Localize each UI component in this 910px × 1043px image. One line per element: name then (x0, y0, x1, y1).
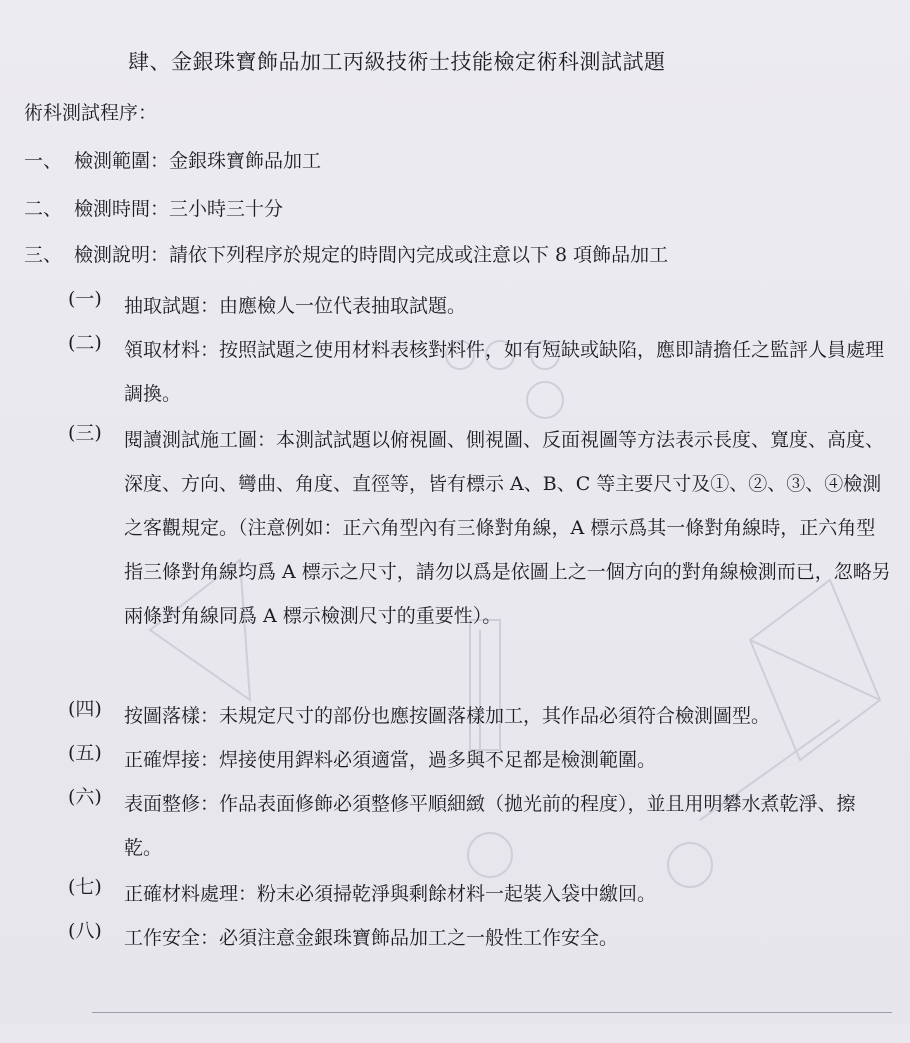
page-bottom-rule (92, 1012, 892, 1043)
section-label: 檢測說明： (74, 244, 170, 266)
item-label: 抽取試題： (124, 295, 220, 317)
item-label: 正確焊接： (124, 749, 220, 771)
section-label: 檢測時間： (74, 198, 170, 220)
item-text: 作品表面修飾必須整修平順細緻（拋光前的程度），並且用明礬水煮乾淨、擦乾。 (124, 793, 856, 859)
item-number: (五) (68, 742, 102, 764)
item-number: (二) (68, 332, 102, 354)
section-number: 一、 (24, 150, 63, 172)
section-description (24, 240, 668, 267)
item-text: 必須注意金銀珠寶飾品加工之一般性工作安全。 (219, 927, 619, 949)
item-label: 按圖落樣： (124, 705, 220, 727)
item-number: (六) (68, 786, 102, 808)
section-text: 請依下列程序於規定的時間內完成或注意以下 8 項飾品加工 (169, 244, 669, 266)
section-scope (24, 146, 321, 173)
section-time (24, 194, 283, 221)
item-number: (三) (68, 422, 102, 444)
procedure-heading: 術科測試程序： (24, 102, 158, 124)
item-label: 工作安全： (124, 927, 220, 949)
item-number: (八) (68, 920, 102, 942)
item-text: 由應檢人一位代表抽取試題。 (219, 295, 467, 317)
section-text: 金銀珠寶飾品加工 (169, 150, 322, 172)
item-text: 按照試題之使用材料表核對料件，如有短缺或缺陷，應即請擔任之監評人員處理調換。 (124, 339, 885, 405)
section-number: 二、 (24, 198, 63, 220)
page-title: 肆、金銀珠寶飾品加工丙級技術士技能檢定術科測試試題 (128, 50, 666, 74)
item-label: 表面整修： (124, 793, 220, 815)
item-text: 焊接使用銲料必須適當，過多與不足都是檢測範圍。 (219, 749, 657, 771)
item-text: 本測試試題以俯視圖、側視圖、反面視圖等方法表示長度、寬度、高度、深度、方向、彎曲、角度、直徑等，皆有標示 A、B、C 等主要尺寸及①、②、③、④檢測之客觀規定。（注意例如：正六角型內有三條對角線，A 標示爲其一條對角線時，正六角型指三條對角線均爲 A 標示之尺寸，請勿以爲是依圖上之一個方向的對角線檢測而已，忽略另兩條對角線同爲 A 標示檢測尺寸的重要性）。 (124, 429, 891, 627)
item-number: (四) (68, 698, 102, 720)
item-label: 正確材料處理： (124, 883, 258, 905)
section-number: 三、 (24, 244, 63, 266)
section-label: 檢測範圍： (74, 150, 170, 172)
item-text: 未規定尺寸的部份也應按圖落樣加工，其作品必須符合檢測圖型。 (219, 705, 771, 727)
item-number: (七) (68, 876, 102, 898)
item-number: (一) (68, 288, 102, 310)
item-text: 粉末必須掃乾淨與剩餘材料一起裝入袋中繳回。 (257, 883, 657, 905)
item-label: 領取材料： (124, 339, 220, 361)
section-text: 三小時三十分 (169, 198, 284, 220)
item-label: 閱讀測試施工圖： (124, 429, 277, 451)
